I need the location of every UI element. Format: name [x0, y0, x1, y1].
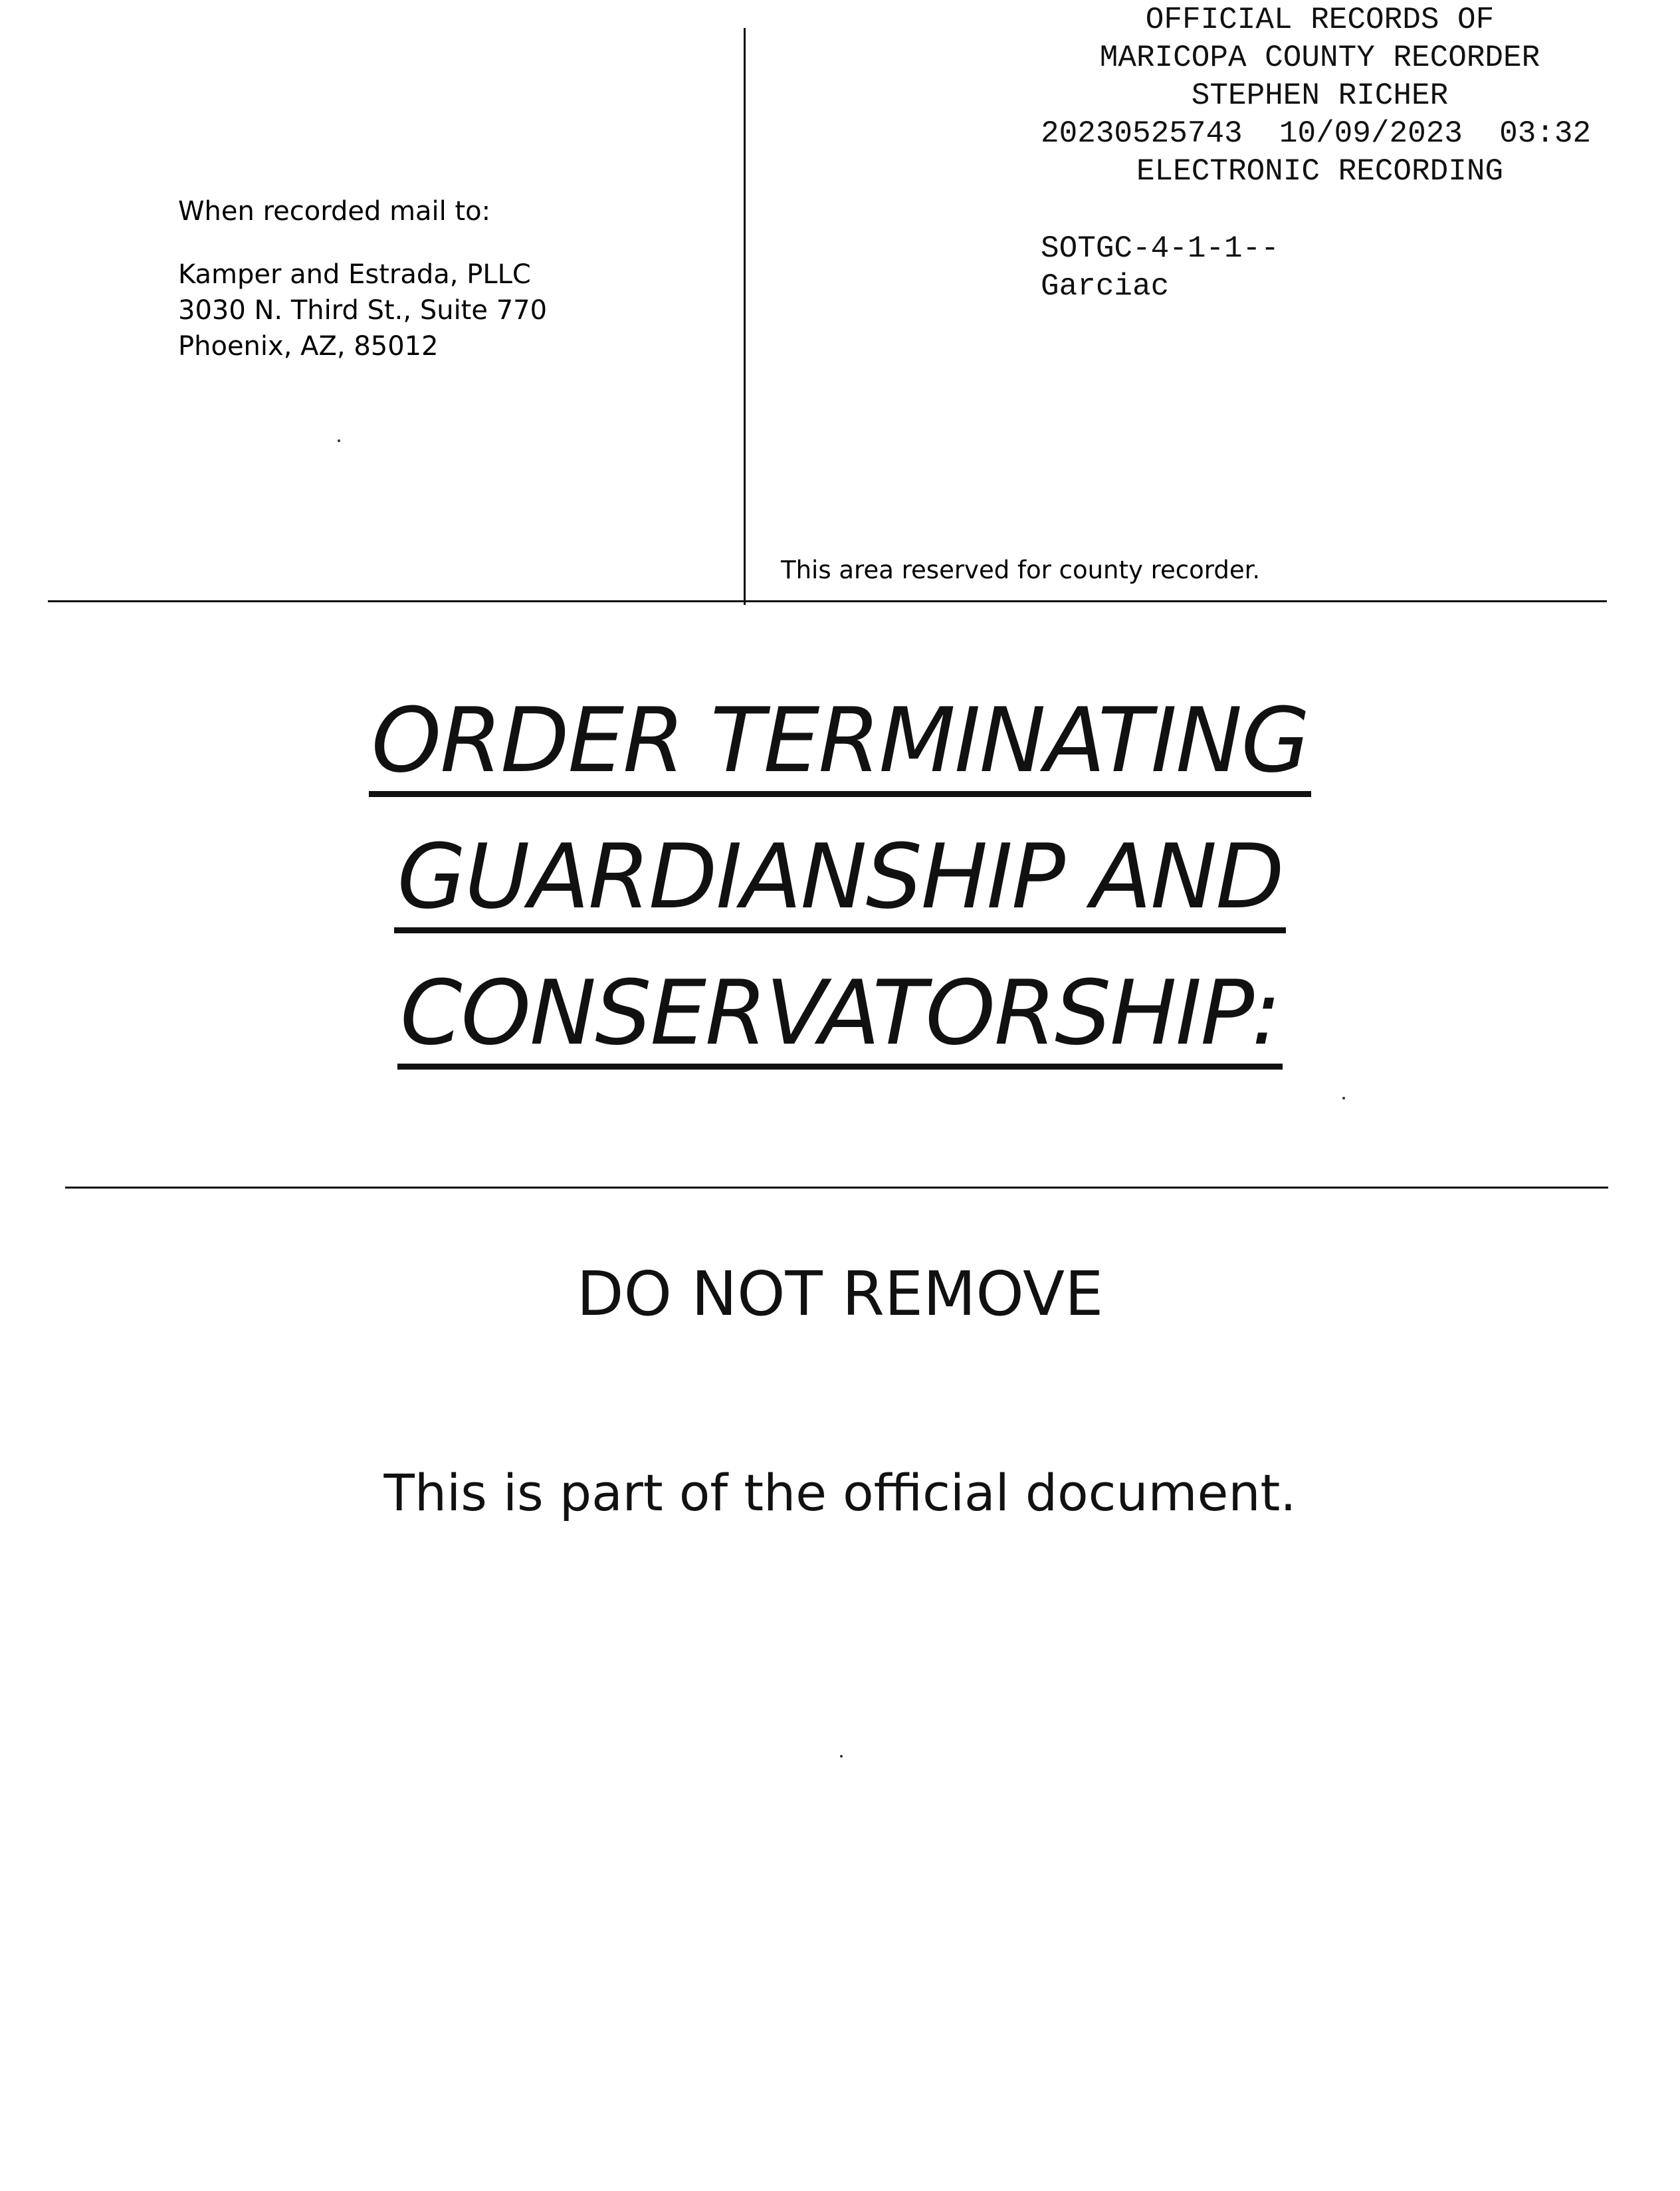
title-line-3: CONSERVATORSHIP: [397, 964, 1283, 1070]
do-not-remove-notice: DO NOT REMOVE [576, 1258, 1104, 1329]
stamp-line-official-records: OFFICIAL RECORDS OF [1145, 3, 1495, 37]
stamp-code: SOTGC-4-1-1-- [1041, 231, 1279, 266]
header-bottom-rule [48, 600, 1607, 602]
official-document-notice: This is part of the official document. [383, 1463, 1297, 1522]
section-divider-rule [65, 1187, 1608, 1189]
stamp-line-record-number-date: 20230525743 10/09/2023 03:32 [1041, 116, 1592, 151]
mail-to-name: Kamper and Estrada, PLLC [178, 259, 531, 290]
title-line-1: ORDER TERMINATING [369, 691, 1312, 797]
stamp-clerk: Garciac [1041, 269, 1170, 304]
scan-speck [840, 1755, 843, 1758]
title-line-2: GUARDIANSHIP AND [394, 828, 1285, 933]
scan-speck [338, 439, 340, 442]
mail-to-street: 3030 N. Third St., Suite 770 [178, 295, 548, 326]
scan-speck [1342, 1097, 1345, 1099]
stamp-line-electronic-recording: ELECTRONIC RECORDING [1136, 154, 1504, 189]
reserved-area-note: This area reserved for county recorder. [781, 556, 1261, 584]
header-vertical-divider [744, 28, 746, 605]
stamp-line-county-recorder: MARICOPA COUNTY RECORDER [1099, 41, 1540, 75]
mail-to-label: When recorded mail to: [178, 196, 491, 227]
stamp-line-recorder-name: STEPHEN RICHER [1191, 78, 1449, 113]
mail-to-city: Phoenix, AZ, 85012 [178, 331, 439, 362]
document-title [0, 691, 1680, 1100]
